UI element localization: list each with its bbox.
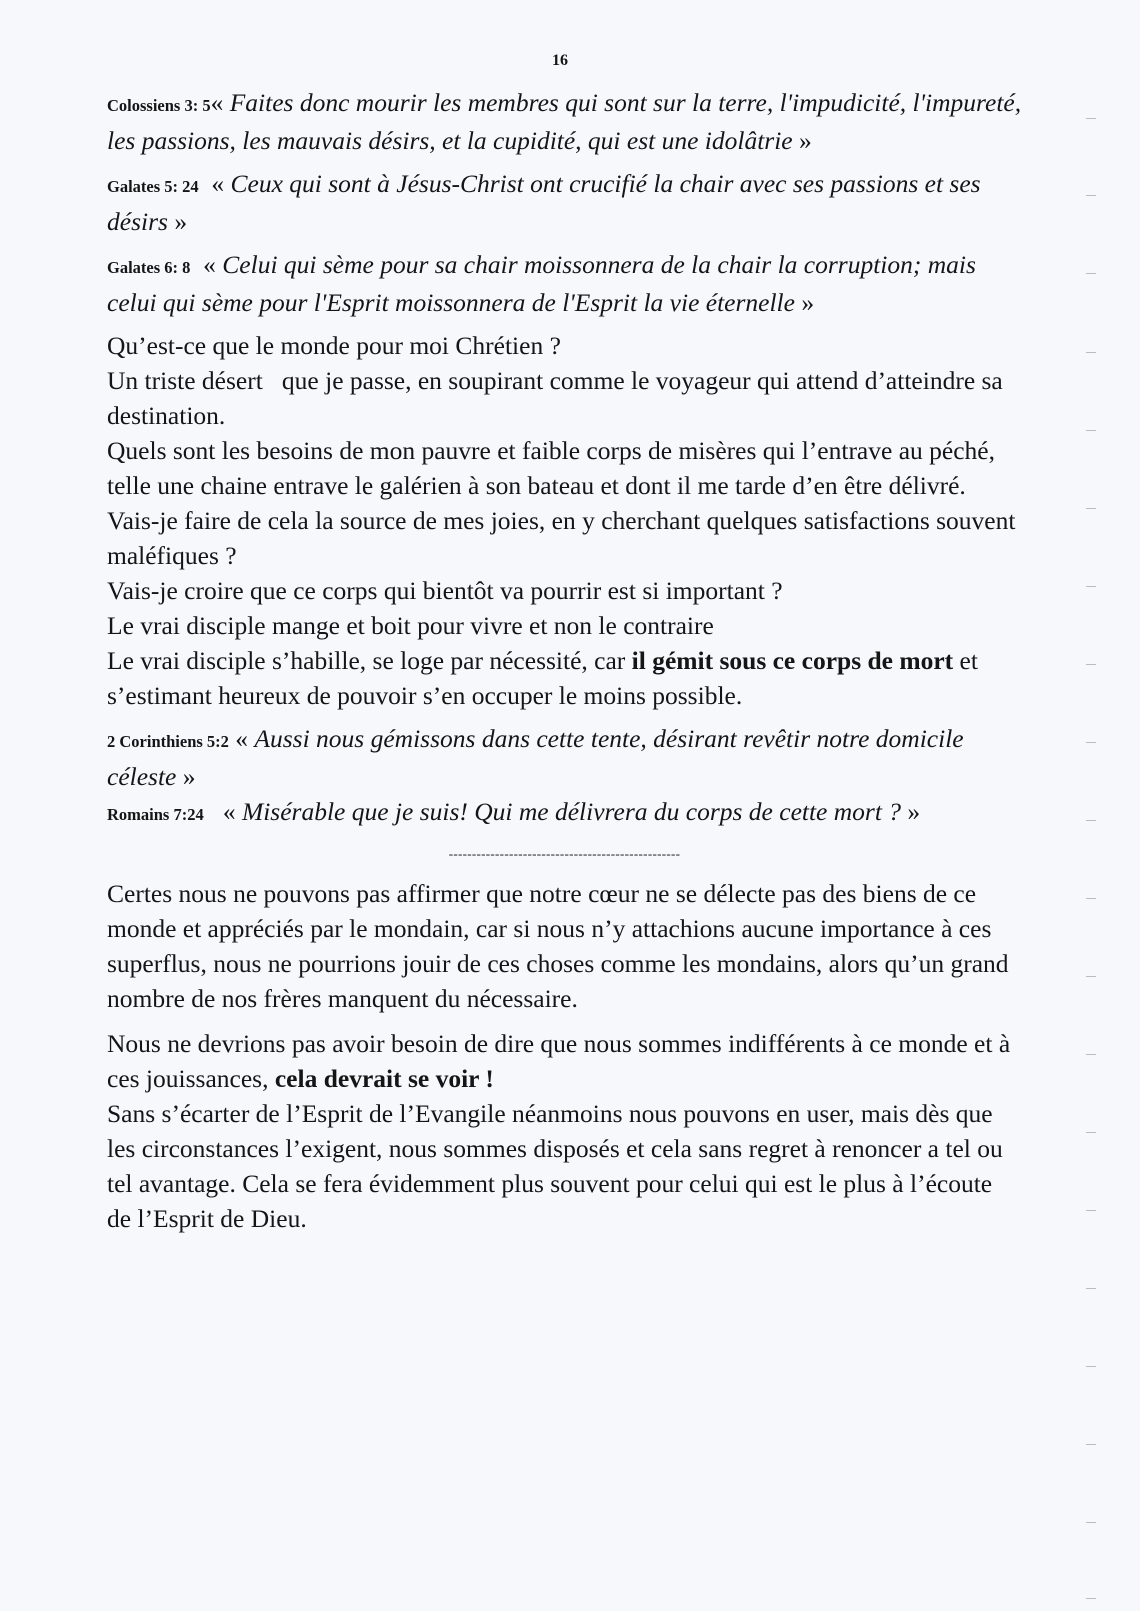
verse-text: Faites donc mourir les membres qui sont sur la terre, l'impudicité, l'impureté, les passions, les mauvais désirs, et la cupidité, qui est une idolâtrie [107,88,1022,155]
verse-reference: Colossiens 3: 5 [107,96,211,115]
verse-galates-6-8 [107,247,1022,320]
reflection-line: Vais-je croire que ce corps qui bientôt va pourrir est si important ? [107,576,783,605]
reflection-line: Qu’est-ce que le monde pour moi Chrétien ? [107,331,561,360]
scan-margin-marks [1086,0,1100,1611]
open-quote: « [203,797,242,826]
page-number: 16 [552,52,568,69]
text-segment: Le vrai disciple s’habille, se loge par nécessité, car [107,646,632,675]
open-quote: « [210,88,230,117]
reflection-block [107,328,1022,713]
verse-colossiens [107,85,1022,158]
close-quote: » [792,126,812,155]
verse-text: Misérable que je suis! Qui me délivrera du corps de cette mort ? [241,797,902,826]
verse-text: Aussi nous gémissons dans cette tente, désirant revêtir notre domicile céleste [107,724,964,791]
close-quote: » [167,207,188,236]
dashed-separator: -------------------------------------------------- [448,846,681,861]
reflection-line: Quels sont les besoins de mon pauvre et faible corps de misères qui l’entrave au péché, telle une chaine entrave le galérien à son bateau et dont il me tarde d’en être délivré. [107,436,995,500]
text-segment: Sans s’écarter de l’Esprit de l’Evangile néanmoins nous pouvons en user, mais dès que les circonstances l’exigent, nous sommes disposés et cela sans regret à renoncer a tel ou tel avantage. Cela se fera évidemment plus souvent pour celui qui est le plus à l’écoute de l’Esprit de Dieu. [107,1099,1003,1233]
text-segment: Nous ne devrions pas avoir besoin de dire que nous sommes indifférents à ce monde et à ces jouissances, [107,1029,1011,1093]
verse-corinthiens [107,721,1022,794]
verse-romains [107,794,1022,832]
open-quote: « [228,724,255,753]
page-content [107,85,1022,1236]
reflection-line: Le vrai disciple mange et boit pour vivre et non le contraire [107,611,714,640]
bold-emphasis: il gémit sous ce corps de mort [631,646,954,675]
paragraph [107,1026,1022,1236]
close-quote: » [176,762,196,791]
verse-text: Celui qui sème pour sa chair moissonnera de la chair la corruption; mais celui qui sème pour l'Esprit moissonnera de l'Esprit la vie éternelle [107,250,976,317]
verse-reference: 2 Corinthiens 5:2 [107,732,229,751]
verse-galates-5-24 [107,166,1022,239]
open-quote: « [198,169,231,198]
reflection-line: Un triste désert que je passe, en soupirant comme le voyageur qui attend d’atteindre sa destination. [107,366,1010,430]
verse-reference: Romains 7:24 [107,805,204,824]
text-segment: et s’estimant heureux de pouvoir s’en occuper le moins possible. [107,646,978,710]
verse-reference: Galates 5: 24 [107,177,199,196]
open-quote: « [190,250,223,279]
verse-reference: Galates 6: 8 [107,258,191,277]
reflection-line: Vais-je faire de cela la source de mes joies, en y cherchant quelques satisfactions souvent maléfiques ? [107,506,1016,570]
reflection-line [107,643,1022,713]
close-quote: » [794,288,815,317]
close-quote: » [901,797,921,826]
paragraph: Certes nous ne pouvons pas affirmer que notre cœur ne se délecte pas des biens de ce monde et appréciés par le mondain, car si nous n’y attachions aucune importance à ces superflus, nous ne pourrions jouir de ces choses comme les mondains, alors qu’un grand nombre de nos frères manquent du nécessaire. [107,879,1009,1013]
verse-text: Ceux qui sont à Jésus-Christ ont crucifié la chair avec ses passions et ses désirs [107,169,981,236]
bold-emphasis: cela devrait se voir ! [274,1064,494,1093]
